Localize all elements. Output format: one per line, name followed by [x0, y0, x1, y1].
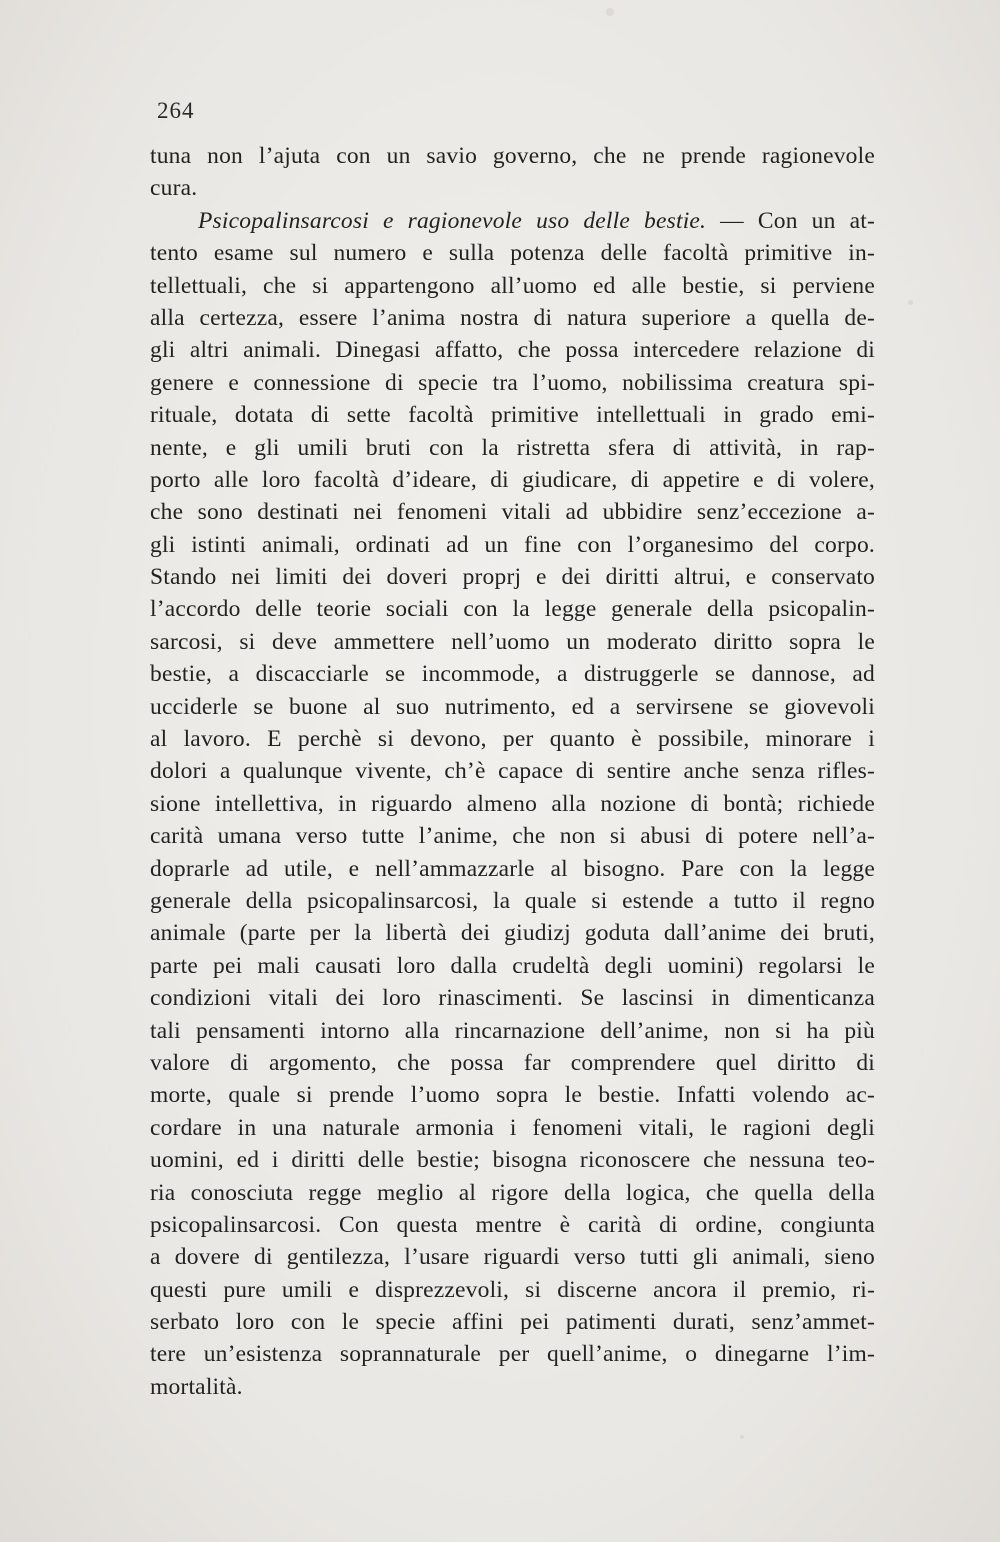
text-line [150, 367, 875, 399]
line-text: psicopalinsarcosi. Con questa mentre è carità di ordine, congiunta [150, 1211, 875, 1238]
line-text: valore di argomento, che possa far comprendere quel diritto di [150, 1049, 875, 1076]
line-text: — Con un at- [706, 207, 875, 234]
text-line [150, 691, 875, 723]
text-line [150, 237, 875, 269]
text-line [150, 853, 875, 885]
line-text: cordare in una naturale armonia i fenomeni vitali, le ragioni degli [150, 1114, 875, 1141]
text-line [150, 205, 875, 237]
line-text: genere e connessione di specie tra l’uomo, nobilissima creatura spi- [150, 369, 875, 396]
text-line [150, 432, 875, 464]
line-text: doprarle ad utile, e nell’ammazzarle al bisogno. Pare con la legge [150, 855, 875, 882]
text-line [150, 593, 875, 625]
text-line [150, 1371, 875, 1403]
line-text: porto alle loro facoltà d’ideare, di giudicare, di appetire e di volere, [150, 466, 875, 493]
line-text: alla certezza, essere l’anima nostra di natura superiore a quella de- [150, 304, 875, 331]
line-text: sarcosi, si deve ammettere nell’uomo un moderato diritto sopra le [150, 628, 875, 655]
text-line [150, 755, 875, 787]
text-line [150, 982, 875, 1014]
paper-spot [606, 8, 614, 16]
body-text [150, 140, 875, 1403]
text-line [150, 334, 875, 366]
line-text: rituale, dotata di sette facoltà primitive intellettuali in grado emi- [150, 402, 875, 429]
text-line [150, 1306, 875, 1338]
text-line [150, 302, 875, 334]
text-line [150, 561, 875, 593]
text-line [150, 950, 875, 982]
line-text: questi pure umili e disprezzevoli, si discerne ancora il premio, ri- [150, 1276, 875, 1303]
line-text: animale (parte per la libertà dei giudizj goduta dall’anime dei bruti, [150, 920, 875, 947]
text-line [150, 464, 875, 496]
line-text: ria conosciuta regge meglio al rigore della logica, che quella della [150, 1179, 875, 1206]
line-text: serbato loro con le specie affini pei patimenti durati, senz’ammet- [150, 1309, 875, 1336]
text-line [150, 1015, 875, 1047]
line-text: che sono destinati nei fenomeni vitali ad ubbidire senz’eccezione a- [150, 499, 875, 526]
text-line [150, 1144, 875, 1176]
paper-spot [908, 300, 913, 305]
text-line [150, 1177, 875, 1209]
line-text: a dovere di gentilezza, l’usare riguardi verso tutti gli animali, sieno [150, 1244, 875, 1271]
text-line [150, 140, 875, 172]
text-line [150, 723, 875, 755]
line-text: tellettuali, che si appartengono all’uomo ed alle bestie, si perviene [150, 272, 875, 299]
text-line [150, 496, 875, 528]
text-line [150, 172, 875, 204]
text-line [150, 658, 875, 690]
text-line [150, 270, 875, 302]
text-line [150, 1241, 875, 1273]
text-line [150, 885, 875, 917]
text-line [150, 529, 875, 561]
line-text: tento esame sul numero e sulla potenza delle facoltà primitive in- [150, 240, 875, 267]
line-text: Stando nei limiti dei doveri proprj e dei diritti altrui, e conservato [150, 564, 875, 591]
line-text: gli istinti animali, ordinati ad un fine con l’organesimo del corpo. [150, 531, 875, 558]
line-text: al lavoro. E perchè si devono, per quanto è possibile, minorare i [150, 726, 875, 753]
text-line [150, 788, 875, 820]
page-number: 264 [157, 98, 195, 123]
text-line [150, 1112, 875, 1144]
line-text: gli altri animali. Dinegasi affatto, che possa intercedere relazione di [150, 337, 875, 364]
line-text: tere un’esistenza soprannaturale per quell’anime, o dinegarne l’im- [150, 1341, 875, 1368]
section-heading: Psicopalinsarcosi e ragionevole uso delle bestie. [198, 207, 707, 234]
line-text: cura. [150, 175, 198, 202]
text-line [150, 1338, 875, 1370]
line-text: parte pei mali causati loro dalla crudeltà degli uomini) regolarsi le [150, 952, 875, 979]
line-text: tuna non l’ajuta con un savio governo, che ne prende ragionevole [150, 143, 875, 169]
paper-spot [740, 1435, 744, 1439]
line-text: l’accordo delle teorie sociali con la legge generale della psicopalin- [150, 596, 875, 623]
line-text: carità umana verso tutte l’anime, che non si abusi di potere nell’a- [150, 823, 875, 850]
text-line [150, 1274, 875, 1306]
text-line [150, 399, 875, 431]
text-line [150, 1047, 875, 1079]
line-text: sione intellettiva, in riguardo almeno alla nozione di bontà; richiede [150, 790, 875, 817]
line-text: ucciderle se buone al suo nutrimento, ed a servirsene se giovevoli [150, 693, 875, 720]
line-text: morte, quale si prende l’uomo sopra le bestie. Infatti volendo ac- [150, 1082, 875, 1109]
text-line [150, 820, 875, 852]
text-line [150, 626, 875, 658]
line-text: condizioni vitali dei loro rinascimenti. Se lascinsi in dimenticanza [150, 985, 875, 1012]
line-text: nente, e gli umili bruti con la ristretta sfera di attività, in rap- [150, 434, 875, 461]
line-text: generale della psicopalinsarcosi, la quale si estende a tutto il regno [150, 887, 875, 914]
text-line [150, 1079, 875, 1111]
line-text: tali pensamenti intorno alla rincarnazione dell’anime, non si ha più [150, 1017, 875, 1044]
line-text: dolori a qualunque vivente, ch’è capace di sentire anche senza rifles- [150, 758, 875, 785]
text-line [150, 1209, 875, 1241]
line-text: bestie, a discacciarle se incommode, a distruggerle se dannose, ad [150, 661, 875, 688]
line-text: uomini, ed i diritti delle bestie; bisogna riconoscere che nessuna teo- [150, 1147, 875, 1174]
line-text: mortalità. [150, 1373, 243, 1400]
text-line [150, 917, 875, 949]
